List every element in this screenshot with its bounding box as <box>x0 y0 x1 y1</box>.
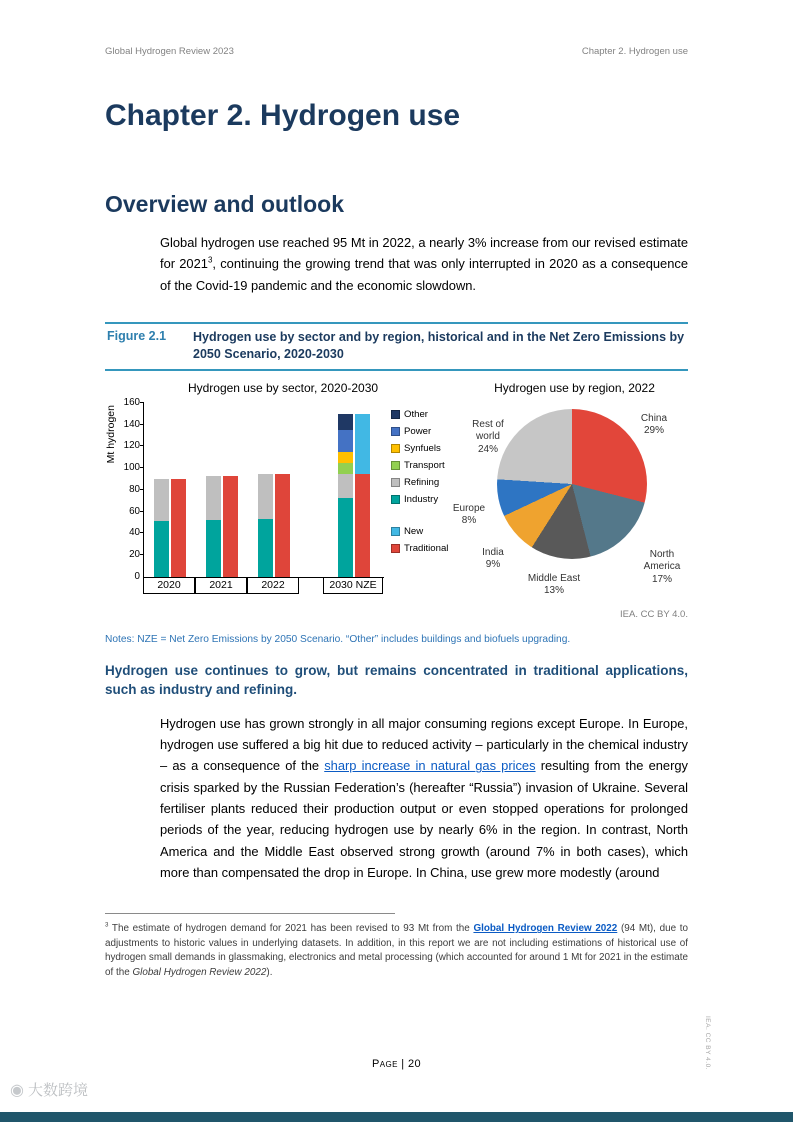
y-tick-label: 0 <box>134 570 140 582</box>
legend-item-other <box>391 409 461 420</box>
page-header <box>0 0 793 57</box>
pie-chart <box>452 380 688 603</box>
bar-group-2020 <box>144 479 196 577</box>
bar-segment-power <box>338 430 353 452</box>
footnote-text <box>105 922 688 980</box>
legend-swatch <box>391 410 400 419</box>
chapter-title: Chapter 2. Hydrogen use <box>105 99 461 132</box>
section-title: Overview and outlook <box>105 191 344 217</box>
y-tick-mark <box>140 445 144 446</box>
footnote-divider <box>105 913 395 914</box>
pie-label-name: China <box>640 412 668 424</box>
bottom-accent-bar <box>0 1112 793 1122</box>
pie-label-europe <box>445 503 493 528</box>
intro-paragraph <box>160 232 688 296</box>
pie-label-rest-of-world <box>463 419 513 457</box>
bar-chart-title: Hydrogen use by sector, 2020-2030 <box>187 380 379 395</box>
y-tick-label: 140 <box>123 418 140 430</box>
figure-title: Hydrogen use by sector and by region, historical and in the Net Zero Emissions by 2050 Scenario, 2020-2030 <box>193 329 685 361</box>
legend-label: Traditional <box>404 542 449 554</box>
legend-label: Synfuels <box>404 442 441 454</box>
y-tick-mark <box>140 402 144 403</box>
pie-label-middle-east <box>507 573 601 598</box>
side-license-text: IEA. CC BY 4.0. <box>704 1016 711 1070</box>
bar-segment-refining <box>258 474 273 520</box>
bar-segment-traditional <box>275 474 290 577</box>
text-span: The estimate of hydrogen demand for 2021 has been revised to 93 Mt from the <box>108 923 474 935</box>
bar-segment-refining <box>206 476 221 521</box>
x-axis-categories <box>143 578 383 596</box>
pie-label-value: 8% <box>461 515 477 527</box>
bar-segment-industry <box>338 498 353 577</box>
chart-legend <box>391 403 461 596</box>
legend-swatch <box>391 478 400 487</box>
bar-segment-refining <box>154 479 169 521</box>
footnote-block <box>105 913 688 980</box>
legend-swatch <box>391 544 400 553</box>
legend-swatch <box>391 461 400 470</box>
y-tick-label: 80 <box>129 483 140 495</box>
legend-label: New <box>404 525 424 537</box>
bar-segment-traditional <box>355 474 370 577</box>
y-tick-label: 40 <box>129 527 140 539</box>
sector-bar <box>154 479 169 577</box>
body-paragraph <box>160 713 688 883</box>
y-tick-label: 160 <box>123 396 140 408</box>
figure-header <box>105 322 688 371</box>
natural-gas-prices-link[interactable]: sharp increase in natural gas prices <box>324 758 536 774</box>
bar-plot-wrap <box>143 403 383 596</box>
bar-segment-other <box>338 414 353 430</box>
y-axis-title: Mt hydrogen <box>105 404 117 464</box>
y-tick-mark <box>140 424 144 425</box>
key-message-heading: Hydrogen use continues to grow, but remains concentrated in traditional applications, such as industry and refining. <box>105 662 688 697</box>
bar-chart <box>105 381 461 603</box>
y-tick-label: 120 <box>123 440 140 452</box>
x-category-label: 2022 <box>247 577 299 594</box>
watermark <box>10 1079 88 1100</box>
text-span: ). <box>266 967 273 979</box>
legend-swatch <box>391 527 400 536</box>
legend-item-synfuels <box>391 443 461 454</box>
header-right-text: Chapter 2. Hydrogen use <box>581 46 688 57</box>
bar-segment-new <box>355 414 370 474</box>
y-tick-label: 100 <box>123 462 140 474</box>
bar-segment-industry <box>154 521 169 576</box>
figure-source: IEA. CC BY 4.0. <box>620 608 688 620</box>
pie-chart-title: Hydrogen use by region, 2022 <box>494 380 655 395</box>
figure-charts <box>105 381 688 603</box>
bar-segment-traditional <box>223 476 238 577</box>
text-span: , continuing the growing trend that was only interrupted in 2020 as a consequence of the Covid-19 pandemic and the economic slowdown. <box>160 256 688 293</box>
italic-text: Global Hydrogen Review 2022 <box>132 967 267 979</box>
bar-plot-area <box>143 403 384 578</box>
legend-swatch <box>391 427 400 436</box>
sector-bar <box>206 476 221 577</box>
watermark-logo-icon: ◉ <box>10 1081 24 1099</box>
y-tick-label: 20 <box>129 549 140 561</box>
type-bar <box>223 476 238 577</box>
bar-group-2030-nze <box>324 414 384 577</box>
global-hydrogen-review-2022-link[interactable]: Global Hydrogen Review 2022 <box>473 923 618 935</box>
bar-segment-traditional <box>171 479 186 577</box>
watermark-text: 大数跨境 <box>27 1082 88 1099</box>
text-span: Hydrogen use has grown strongly in all major consuming regions except Europe. In Europe, hydrogen use suffered a big hit due to reduced activity – particularly in the chemical industry – as a consequence of the <box>160 715 688 774</box>
pie-label-value: 24% <box>477 443 498 455</box>
type-bar <box>275 474 290 577</box>
pie-label-name: Middle East <box>527 572 581 584</box>
page-content <box>0 99 793 981</box>
pie-label-value: 13% <box>543 585 564 597</box>
y-tick-label: 60 <box>129 505 140 517</box>
bar-segment-transport <box>338 463 353 474</box>
pie-area <box>452 403 688 603</box>
text-span: resulting from the energy crisis sparked by the Russian Federation’s (hereafter “Russia”) invasion of Ukraine. Several fertiliser plants reduced their production output or even stopped operations for prolonged periods of the year, reducing hydrogen use by nearly 6% in the region. In contrast, North America and the Middle East observed strong growth (around 7% in both cases), which more than compensated the drop in Europe. In China, use grew more modestly (around <box>160 758 688 880</box>
legend-item-traditional <box>391 543 461 554</box>
bar-chart-body <box>105 396 461 596</box>
type-bar <box>171 479 186 577</box>
legend-swatch <box>391 444 400 453</box>
figure-notes: Notes: NZE = Net Zero Emissions by 2050 Scenario. “Other” includes buildings and biofuels upgrading. <box>105 633 571 645</box>
bar-segment-synfuels <box>338 452 353 463</box>
type-bar <box>355 414 370 577</box>
x-category-label: 2030 NZE <box>323 577 383 594</box>
x-category-label: 2021 <box>195 577 247 594</box>
legend-item-transport <box>391 460 461 471</box>
pie-circle <box>497 409 647 559</box>
legend-label: Other <box>404 408 428 420</box>
pie-label-name: Rest of world <box>472 418 504 443</box>
pie-label-north-america <box>635 549 689 587</box>
legend-item-power <box>391 426 461 437</box>
bar-group-2021 <box>196 476 248 577</box>
legend-item-refining <box>391 477 461 488</box>
figure-label: Figure 2.1 <box>107 328 167 343</box>
sector-bar <box>258 474 273 577</box>
sector-bar <box>338 414 353 577</box>
pie-label-name: North America <box>643 548 681 573</box>
text-span: Global hydrogen use reached 95 Mt in 2022, a nearly 3% increase from our revised estimate for 2021 <box>160 235 688 272</box>
legend-label: Refining <box>404 476 440 488</box>
pie-label-name: Europe <box>452 502 486 514</box>
pie-label-value: 29% <box>643 425 664 437</box>
header-left-text: Global Hydrogen Review 2023 <box>105 46 234 57</box>
legend-label: Power <box>404 425 432 437</box>
pie-label-name: India <box>482 546 504 558</box>
page-number: Page | 20 <box>371 1058 422 1070</box>
bar-segment-industry <box>206 520 221 577</box>
legend-swatch <box>391 495 400 504</box>
y-axis <box>119 396 143 582</box>
pie-label-china <box>627 413 681 438</box>
legend-label: Transport <box>404 459 445 471</box>
y-tick-mark <box>140 467 144 468</box>
pie-label-value: 9% <box>485 559 501 571</box>
bar-segment-refining <box>338 474 353 498</box>
legend-label: Industry <box>404 493 439 505</box>
bar-segment-industry <box>258 519 273 577</box>
pie-label-india <box>471 547 515 572</box>
text-span: (94 Mt), due to adjustments to historic values in underlying datasets. In addition, in this report we are not including estimations of historical use of hydrogen small demands in glassmaking, electronics and metal processing (which accounted for around 1 Mt for 2021 in the estimate of the <box>105 923 688 979</box>
footnote-ref: 3 <box>105 921 109 929</box>
footnote-ref: 3 <box>207 256 213 265</box>
bar-group-2022 <box>248 474 300 577</box>
pie-label-value: 17% <box>651 573 672 585</box>
x-category-label: 2020 <box>143 577 195 594</box>
